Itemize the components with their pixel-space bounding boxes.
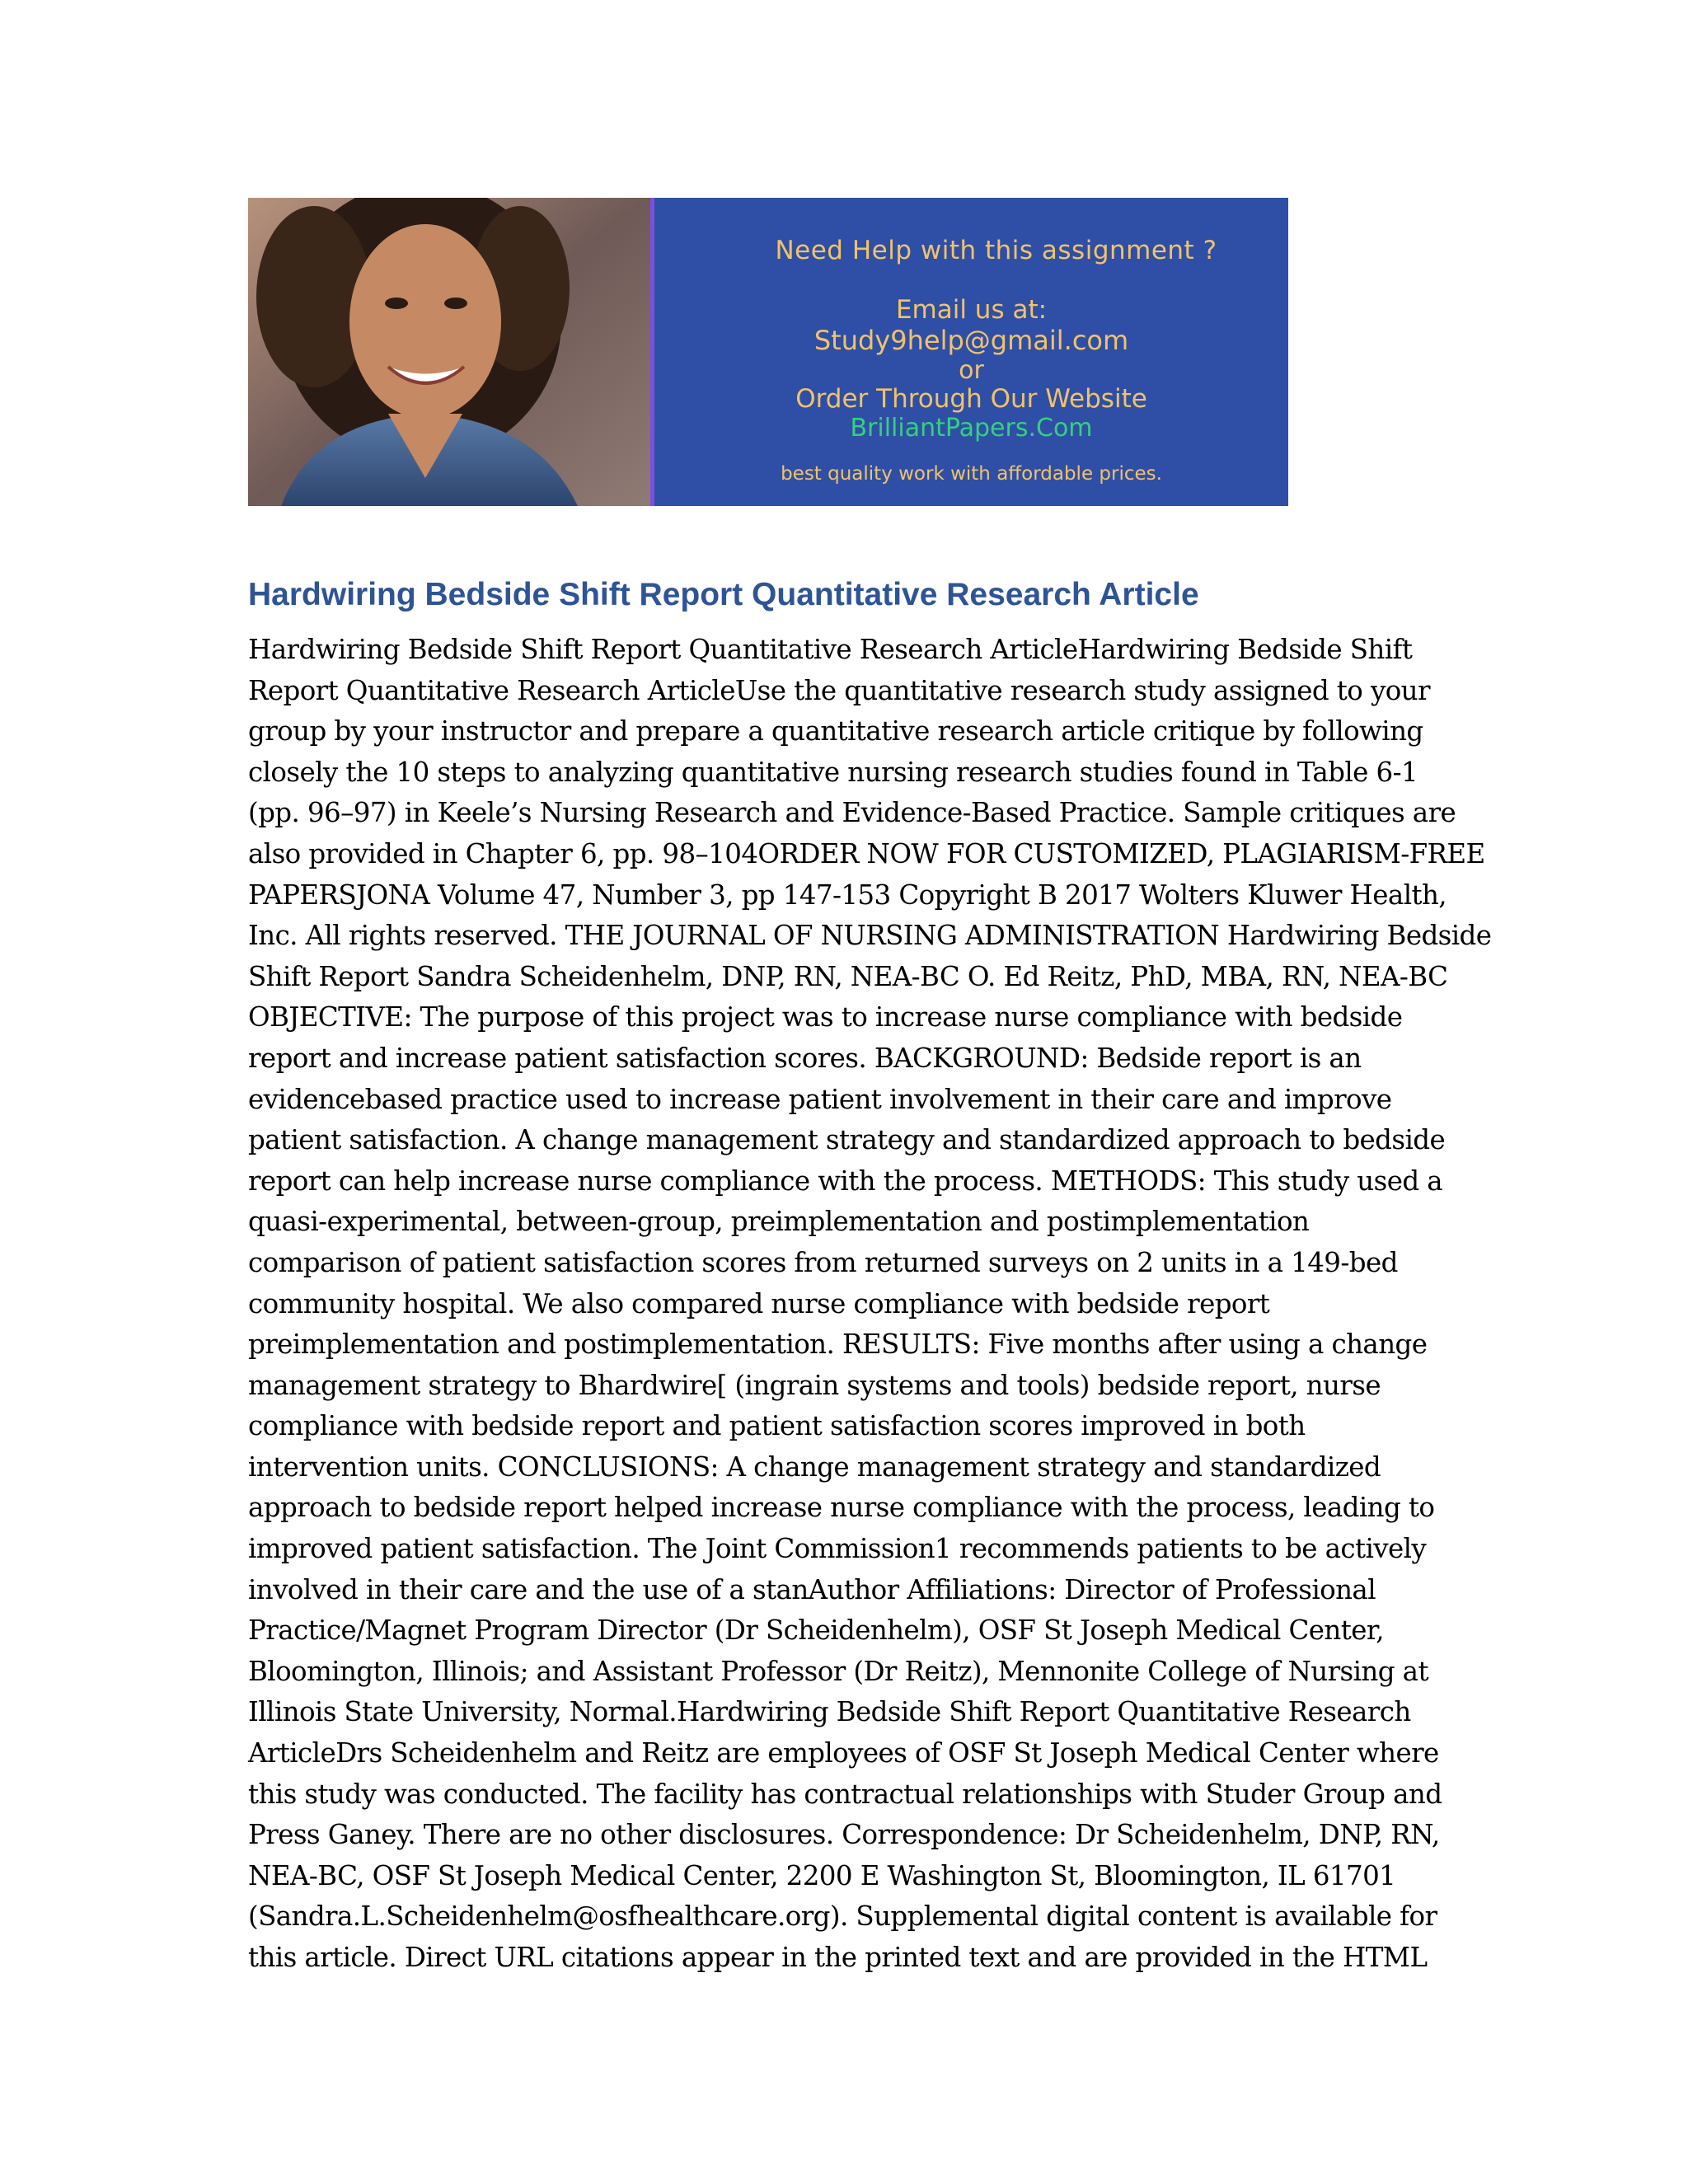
student-photo-illustration: [248, 198, 650, 506]
article-body-line: (pp. 96–97) in Keele’s Nursing Research and Evidence-Based Practice. Sample critiques are: [248, 797, 1456, 829]
article-body-line: Press Ganey. There are no other disclosures. Correspondence: Dr Scheidenhelm, DNP, RN,: [248, 1819, 1440, 1851]
ad-website-link[interactable]: BrilliantPapers.Com: [850, 414, 1093, 443]
article-body-line: community hospital. We also compared nurse compliance with bedside report: [248, 1287, 1270, 1319]
ad-tagline: best quality work with affordable prices.: [781, 463, 1162, 485]
article-body-line: intervention units. CONCLUSIONS: A change management strategy and standardized: [248, 1451, 1381, 1483]
ad-order-text: Order Through Our Website: [795, 384, 1147, 414]
article-body-line: Inc. All rights reserved. THE JOURNAL OF NURSING ADMINISTRATION Hardwiring Bedside: [248, 920, 1492, 952]
article-body-line: Hardwiring Bedside Shift Report Quantitative Research ArticleHardwiring Bedside Shift: [248, 634, 1413, 665]
article-title: Hardwiring Bedside Shift Report Quantitative Research Article: [248, 577, 1199, 612]
article-body-line: management strategy to Bhardwire[ (ingrain systems and tools) bedside report, nurse: [248, 1369, 1381, 1401]
article-body-line: group by your instructor and prepare a quantitative research article critique by following: [248, 715, 1423, 748]
article-body-line: Bloomington, Illinois; and Assistant Professor (Dr Reitz), Mennonite College of Nursing at: [248, 1655, 1428, 1687]
article-body-line: closely the 10 steps to analyzing quantitative nursing research studies found in Table 6-1: [248, 756, 1418, 788]
article-body-line: comparison of patient satisfaction scores from returned surveys on 2 units in a 149-bed: [248, 1246, 1398, 1278]
ad-or: or: [959, 356, 984, 385]
article-body-line: report can help increase nurse compliance with the process. METHODS: This study used a: [248, 1165, 1443, 1197]
article-body-line: evidencebased practice used to increase patient involvement in their care and improve: [248, 1083, 1392, 1115]
article-body-line: quasi-experimental, between-group, preimplementation and postimplementation: [248, 1206, 1310, 1238]
article-body-line: Shift Report Sandra Scheidenhelm, DNP, RN, NEA-BC O. Ed Reitz, PhD, MBA, RN, NEA-BC: [248, 960, 1448, 992]
article-body-line: this article. Direct URL citations appear in the printed text and are provided in the HTML: [248, 1942, 1428, 1973]
article-body-line: involved in their care and the use of a stanAuthor Affiliations: Director of Professional: [248, 1573, 1376, 1605]
article-body-line: this study was conducted. The facility has contractual relationships with Studer Group and: [248, 1778, 1442, 1810]
article-body-line: report and increase patient satisfaction scores. BACKGROUND: Bedside report is an: [248, 1042, 1362, 1074]
article-body: [248, 630, 1492, 1979]
ad-email-label: Email us at:: [895, 295, 1048, 325]
help-banner: [248, 198, 1288, 506]
article-body-line: ArticleDrs Scheidenhelm and Reitz are employees of OSF St Joseph Medical Center where: [248, 1737, 1439, 1769]
article-body-line: compliance with bedside report and patient satisfaction scores improved in both: [248, 1410, 1306, 1442]
article-body-line: patient satisfaction. A change management strategy and standardized approach to bedside: [248, 1124, 1446, 1156]
student-photo: [248, 198, 650, 506]
article-body-line: Practice/Magnet Program Director (Dr Scheidenhelm), OSF St Joseph Medical Center,: [248, 1615, 1384, 1647]
article-body-line: preimplementation and postimplementation. RESULTS: Five months after using a change: [248, 1329, 1428, 1361]
article-body-line: approach to bedside report helped increase nurse compliance with the process, leading to: [248, 1492, 1435, 1524]
article-body-line: NEA-BC, OSF St Joseph Medical Center, 2200 E Washington St, Bloomington, IL 61701: [248, 1859, 1396, 1891]
ad-email[interactable]: Study9help@gmail.com: [814, 325, 1129, 356]
article-body-line: Illinois State University, Normal.Hardwiring Bedside Shift Report Quantitative Research: [248, 1696, 1411, 1728]
ad-panel: [654, 198, 1288, 506]
article-body-line: improved patient satisfaction. The Joint Commission1 recommends patients to be actively: [248, 1533, 1427, 1565]
ad-headline: Need Help with this assignment ?: [775, 236, 1217, 265]
article-body-line: (Sandra.L.Scheidenhelm@osfhealthcare.org). Supplemental digital content is available for: [248, 1900, 1437, 1933]
article-body-line: OBJECTIVE: The purpose of this project was to increase nurse compliance with bedside: [248, 1001, 1403, 1033]
article-body-line: Report Quantitative Research ArticleUse the quantitative research study assigned to your: [248, 674, 1430, 706]
article-body-line: also provided in Chapter 6, pp. 98–104ORDER NOW FOR CUSTOMIZED, PLAGIARISM-FREE: [248, 837, 1485, 869]
article-body-line: PAPERSJONA Volume 47, Number 3, pp 147-153 Copyright B 2017 Wolters Kluwer Health,: [248, 879, 1447, 911]
